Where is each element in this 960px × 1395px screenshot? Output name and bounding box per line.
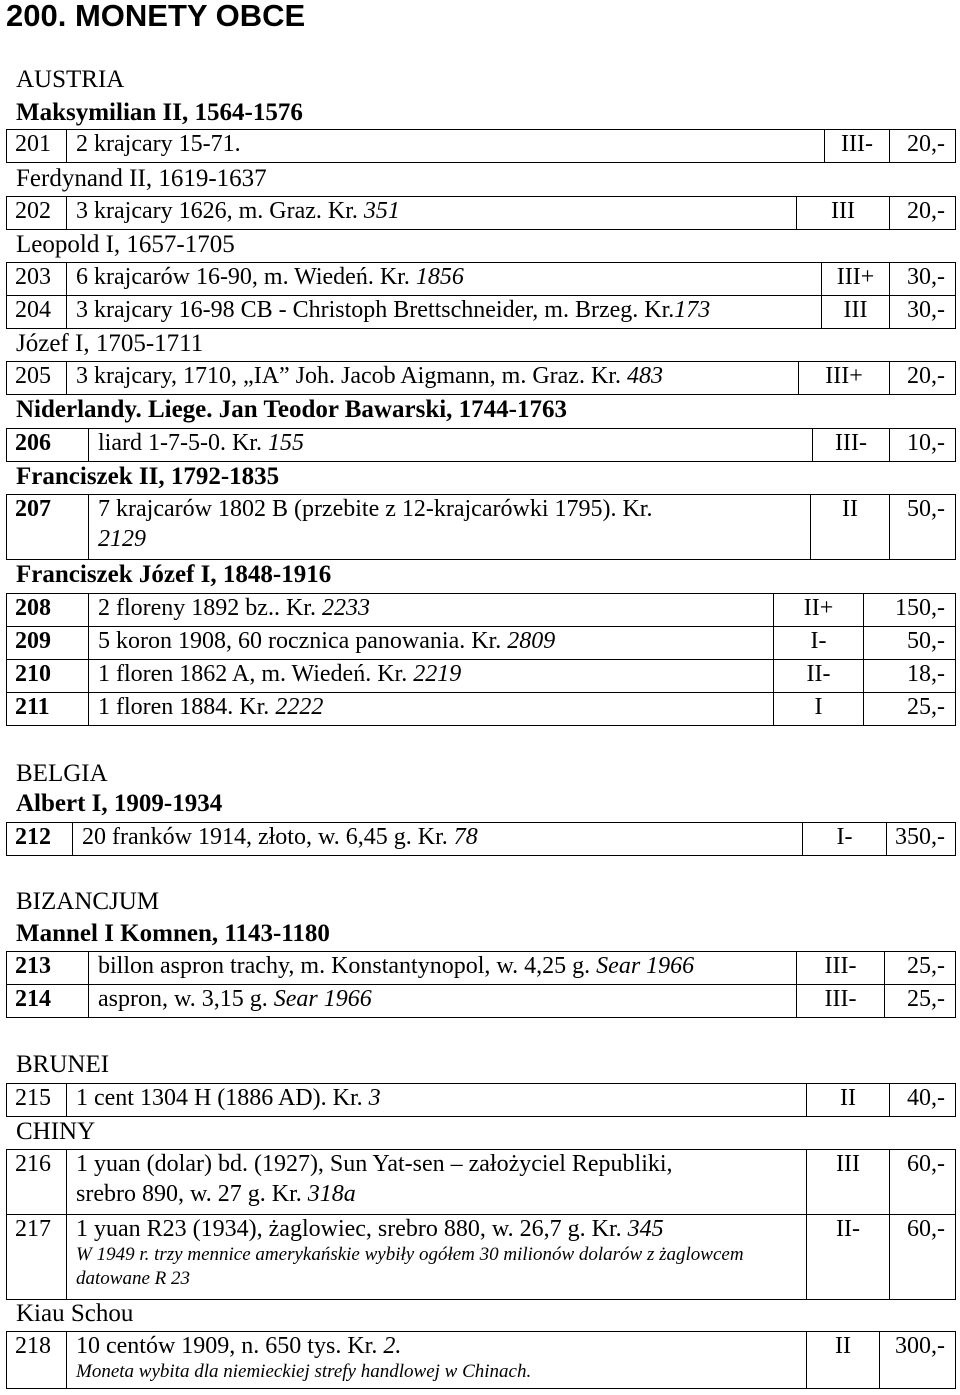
lot-row (6, 593, 956, 627)
lot-number: 216 (7, 1150, 67, 1214)
lot-number: 210 (7, 660, 89, 692)
lot-price: 18,- (907, 661, 945, 687)
lot-grade: III (797, 197, 890, 229)
country-heading: BELGIA (16, 760, 108, 787)
lot-grade: I- (803, 823, 887, 855)
lot-grade: III+ (822, 263, 890, 295)
lot-grade: III+ (799, 362, 890, 394)
lot-description: 2 krajcary 15-71. (67, 130, 825, 162)
ruler-heading: Leopold I, 1657-1705 (16, 231, 235, 258)
lot-description: 6 krajcarów 16-90, m. Wiedeń. Kr. 1856 (67, 263, 822, 295)
lot-number: 218 (7, 1332, 67, 1388)
lot-grade: I (774, 693, 864, 725)
lot-grade: II (807, 1332, 880, 1388)
lot-row (6, 129, 956, 163)
lot-row (6, 692, 956, 726)
ruler-heading: Ferdynand II, 1619-1637 (16, 165, 267, 192)
lot-grade: II- (774, 660, 864, 692)
lot-number: 202 (7, 197, 67, 229)
lot-number: 214 (7, 985, 89, 1017)
lot-number: 211 (7, 693, 89, 725)
lot-price: 50,- (907, 628, 945, 654)
lot-grade: I- (774, 627, 864, 659)
lot-row (6, 984, 956, 1018)
lot-price: 60,- (907, 1216, 945, 1242)
lot-price: 20,- (907, 131, 945, 157)
lot-description: 2 floreny 1892 bz.. Kr. 2233 (89, 594, 774, 626)
country-heading: AUSTRIA (16, 66, 125, 93)
lot-price: 300,- (895, 1333, 945, 1359)
lot-number: 201 (7, 130, 67, 162)
lot-description: 1 floren 1884. Kr. 2222 (89, 693, 774, 725)
lot-grade: III- (797, 952, 885, 984)
lot-number: 213 (7, 952, 89, 984)
lot-description: 3 krajcary 16-98 CB - Christoph Brettschneider, m. Brzeg. Kr.173 (67, 296, 822, 328)
country-heading: CHINY (16, 1118, 96, 1145)
ruler-heading: Franciszek Józef I, 1848-1916 (16, 561, 332, 588)
country-heading: BIZANCJUM (16, 888, 160, 915)
country-heading: BRUNEI (16, 1051, 110, 1078)
lot-number: 217 (7, 1215, 67, 1299)
lot-number: 209 (7, 627, 89, 659)
lot-row (6, 659, 956, 693)
ruler-heading: Niderlandy. Liege. Jan Teodor Bawarski, 1744-1763 (16, 396, 567, 423)
lot-description: 5 koron 1908, 60 rocznica panowania. Kr. 2809 (89, 627, 774, 659)
ruler-heading: Mannel I Komnen, 1143-1180 (16, 920, 330, 947)
lot-number: 203 (7, 263, 67, 295)
lot-number: 206 (7, 429, 89, 461)
lot-price: 25,- (907, 986, 945, 1012)
lot-note: W 1949 r. trzy mennice amerykańskie wybiły ogółem 30 milionów dolarów z żaglowcem datowane R 23 (76, 1244, 744, 1289)
lot-description: 3 krajcary, 1710, „IA” Joh. Jacob Aigmann, m. Graz. Kr. 483 (67, 362, 799, 394)
lot-price: 25,- (907, 694, 945, 720)
lot-price: 350,- (895, 824, 945, 850)
lot-description: 7 krajcarów 1802 B (przebite z 12-krajcarówki 1795). Kr. 2129 (89, 495, 811, 559)
page-title: 200. MONETY OBCE (6, 0, 306, 33)
lot-note: Moneta wybita dla niemieckiej strefy handlowej w Chinach. (76, 1361, 532, 1382)
lot-price: 10,- (907, 430, 945, 456)
lot-row (6, 428, 956, 462)
lot-number: 208 (7, 594, 89, 626)
ruler-heading: Albert I, 1909-1934 (16, 790, 223, 817)
lot-price: 30,- (907, 264, 945, 290)
lot-row (6, 626, 956, 660)
lot-row (6, 361, 956, 395)
lot-grade: III (822, 296, 890, 328)
lot-description: liard 1-7-5-0. Kr. 155 (89, 429, 813, 461)
lot-row (6, 951, 956, 985)
ruler-heading: Franciszek II, 1792-1835 (16, 463, 280, 490)
lot-price: 40,- (907, 1085, 945, 1111)
lot-price: 25,- (907, 953, 945, 979)
lot-description: 1 cent 1304 H (1886 AD). Kr. 3 (67, 1084, 807, 1116)
lot-description: aspron, w. 3,15 g. Sear 1966 (89, 985, 797, 1017)
lot-description: billon aspron trachy, m. Konstantynopol, w. 4,25 g. Sear 1966 (89, 952, 797, 984)
lot-number: 205 (7, 362, 67, 394)
lot-number: 212 (7, 823, 73, 855)
lot-grade: III- (797, 985, 885, 1017)
lot-price: 30,- (907, 297, 945, 323)
lot-grade: III (807, 1150, 890, 1214)
lot-row (6, 1083, 956, 1117)
lot-number: 207 (7, 495, 89, 559)
lot-row (6, 295, 956, 329)
country-heading: Kiau Schou (16, 1300, 134, 1327)
lot-row (6, 262, 956, 296)
lot-row (6, 196, 956, 230)
lot-grade: III- (813, 429, 890, 461)
lot-price: 20,- (907, 363, 945, 389)
lot-row (6, 494, 956, 560)
lot-price: 50,- (907, 496, 945, 522)
lot-grade: II+ (774, 594, 864, 626)
lot-description: 1 yuan R23 (1934), żaglowiec, srebro 880, w. 26,7 g. Kr. 345 W 1949 r. trzy mennice amerykańskie wybiły ogółem 30 milionów dolarów z żaglowcem datowane R 23 (67, 1215, 807, 1299)
lot-description: 1 floren 1862 A, m. Wiedeń. Kr. 2219 (89, 660, 774, 692)
lot-price: 60,- (907, 1151, 945, 1177)
lot-number: 204 (7, 296, 67, 328)
lot-row (6, 1331, 956, 1389)
lot-price: 150,- (895, 595, 945, 621)
lot-row (6, 1149, 956, 1215)
lot-price: 20,- (907, 198, 945, 224)
lot-description: 20 franków 1914, złoto, w. 6,45 g. Kr. 78 (73, 823, 803, 855)
ruler-heading: Józef I, 1705-1711 (16, 330, 204, 357)
lot-grade: II- (807, 1215, 890, 1299)
lot-row (6, 822, 956, 856)
lot-description: 1 yuan (dolar) bd. (1927), Sun Yat-sen – założyciel Republiki, srebro 890, w. 27 g. Kr. 318a (67, 1150, 807, 1214)
lot-description: 10 centów 1909, n. 650 tys. Kr. 2. Moneta wybita dla niemieckiej strefy handlowej w Chinach. (67, 1332, 807, 1388)
lot-description: 3 krajcary 1626, m. Graz. Kr. 351 (67, 197, 797, 229)
lot-grade: III- (825, 130, 890, 162)
ruler-heading: Maksymilian II, 1564-1576 (16, 99, 303, 126)
lot-row (6, 1214, 956, 1300)
lot-number: 215 (7, 1084, 67, 1116)
lot-grade: II (811, 495, 890, 559)
lot-grade: II (807, 1084, 890, 1116)
